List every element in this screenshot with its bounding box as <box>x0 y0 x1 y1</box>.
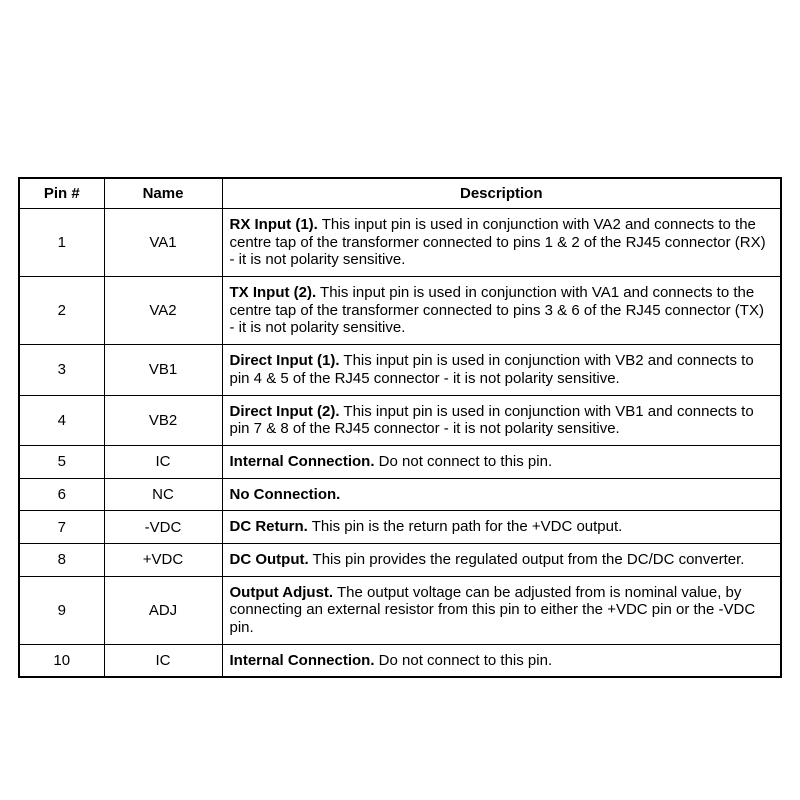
description-text: Do not connect to this pin. <box>374 452 553 470</box>
table-row <box>19 644 781 677</box>
name-cell: ADJ <box>104 576 222 644</box>
column-header-name: Name <box>104 178 222 209</box>
header-row <box>19 178 781 209</box>
description-cell <box>222 395 781 445</box>
description-lead: DC Output. <box>229 550 309 568</box>
pin-cell: 4 <box>19 395 104 445</box>
table-row <box>19 395 781 445</box>
description-lead: DC Return. <box>229 518 308 536</box>
table-row <box>19 445 781 478</box>
description-cell <box>222 277 781 345</box>
column-header-description: Description <box>222 178 781 209</box>
pin-cell: 5 <box>19 445 104 478</box>
pin-cell: 10 <box>19 644 104 677</box>
name-cell: IC <box>104 445 222 478</box>
description-lead: Direct Input (1). <box>229 352 340 370</box>
description-lead: TX Input (2). <box>229 284 317 302</box>
pin-cell: 7 <box>19 511 104 544</box>
table-row <box>19 511 781 544</box>
description-cell <box>222 511 781 544</box>
description-cell <box>222 445 781 478</box>
table-row <box>19 478 781 511</box>
table-row <box>19 345 781 395</box>
name-cell: NC <box>104 478 222 511</box>
description-text: This pin is the return path for the +VDC output. <box>307 518 623 536</box>
description-cell <box>222 209 781 277</box>
table-row <box>19 277 781 345</box>
description-lead: Internal Connection. <box>229 651 375 669</box>
description-lead: Output Adjust. <box>229 583 334 601</box>
description-lead: No Connection. <box>229 485 341 503</box>
table-row <box>19 209 781 277</box>
pin-cell: 1 <box>19 209 104 277</box>
description-text: The output voltage can be adjusted from is nominal value, by connecting an external resistor from this pin to either the +VDC pin or the -VDC pin. <box>229 583 756 636</box>
description-lead: Direct Input (2). <box>229 402 340 420</box>
pin-cell: 9 <box>19 576 104 644</box>
description-lead: RX Input (1). <box>229 216 318 233</box>
table-row <box>19 543 781 576</box>
description-cell <box>222 478 781 511</box>
description-text: This pin provides the regulated output from the DC/DC converter. <box>308 550 745 568</box>
pin-cell: 2 <box>19 277 104 345</box>
table-body <box>19 209 781 678</box>
name-cell: VA1 <box>104 209 222 277</box>
description-cell <box>222 644 781 677</box>
table-header <box>19 178 781 209</box>
description-text: This input pin is used in conjunction with VB1 and connects to pin 7 & 8 of the RJ45 connector - it is not polarity sensitive. <box>229 402 754 438</box>
description-text: This input pin is used in conjunction with VB2 and connects to pin 4 & 5 of the RJ45 connector - it is not polarity sensitive. <box>229 352 754 387</box>
description-text: Do not connect to this pin. <box>374 651 553 669</box>
name-cell: VA2 <box>104 277 222 345</box>
name-cell: VB1 <box>104 345 222 395</box>
pin-cell: 8 <box>19 543 104 576</box>
column-header-pin: Pin # <box>19 178 104 209</box>
pin-cell: 3 <box>19 345 104 395</box>
description-text: This input pin is used in conjunction with VA2 and connects to the centre tap of the transformer connected to pins 1 & 2 of the RJ45 connector (RX) - it is not polarity sensitive. <box>229 216 766 269</box>
description-text: This input pin is used in conjunction with VA1 and connects to the centre tap of the transformer connected to pins 3 & 6 of the RJ45 connector (TX) - it is not polarity sensitive. <box>229 284 764 337</box>
table-row <box>19 576 781 644</box>
description-cell <box>222 576 781 644</box>
pin-cell: 6 <box>19 478 104 511</box>
description-cell <box>222 345 781 395</box>
description-cell <box>222 543 781 576</box>
name-cell: IC <box>104 644 222 677</box>
description-lead: Internal Connection. <box>229 452 375 470</box>
pin-description-table <box>18 177 782 678</box>
name-cell: VB2 <box>104 395 222 445</box>
name-cell: +VDC <box>104 543 222 576</box>
name-cell: -VDC <box>104 511 222 544</box>
